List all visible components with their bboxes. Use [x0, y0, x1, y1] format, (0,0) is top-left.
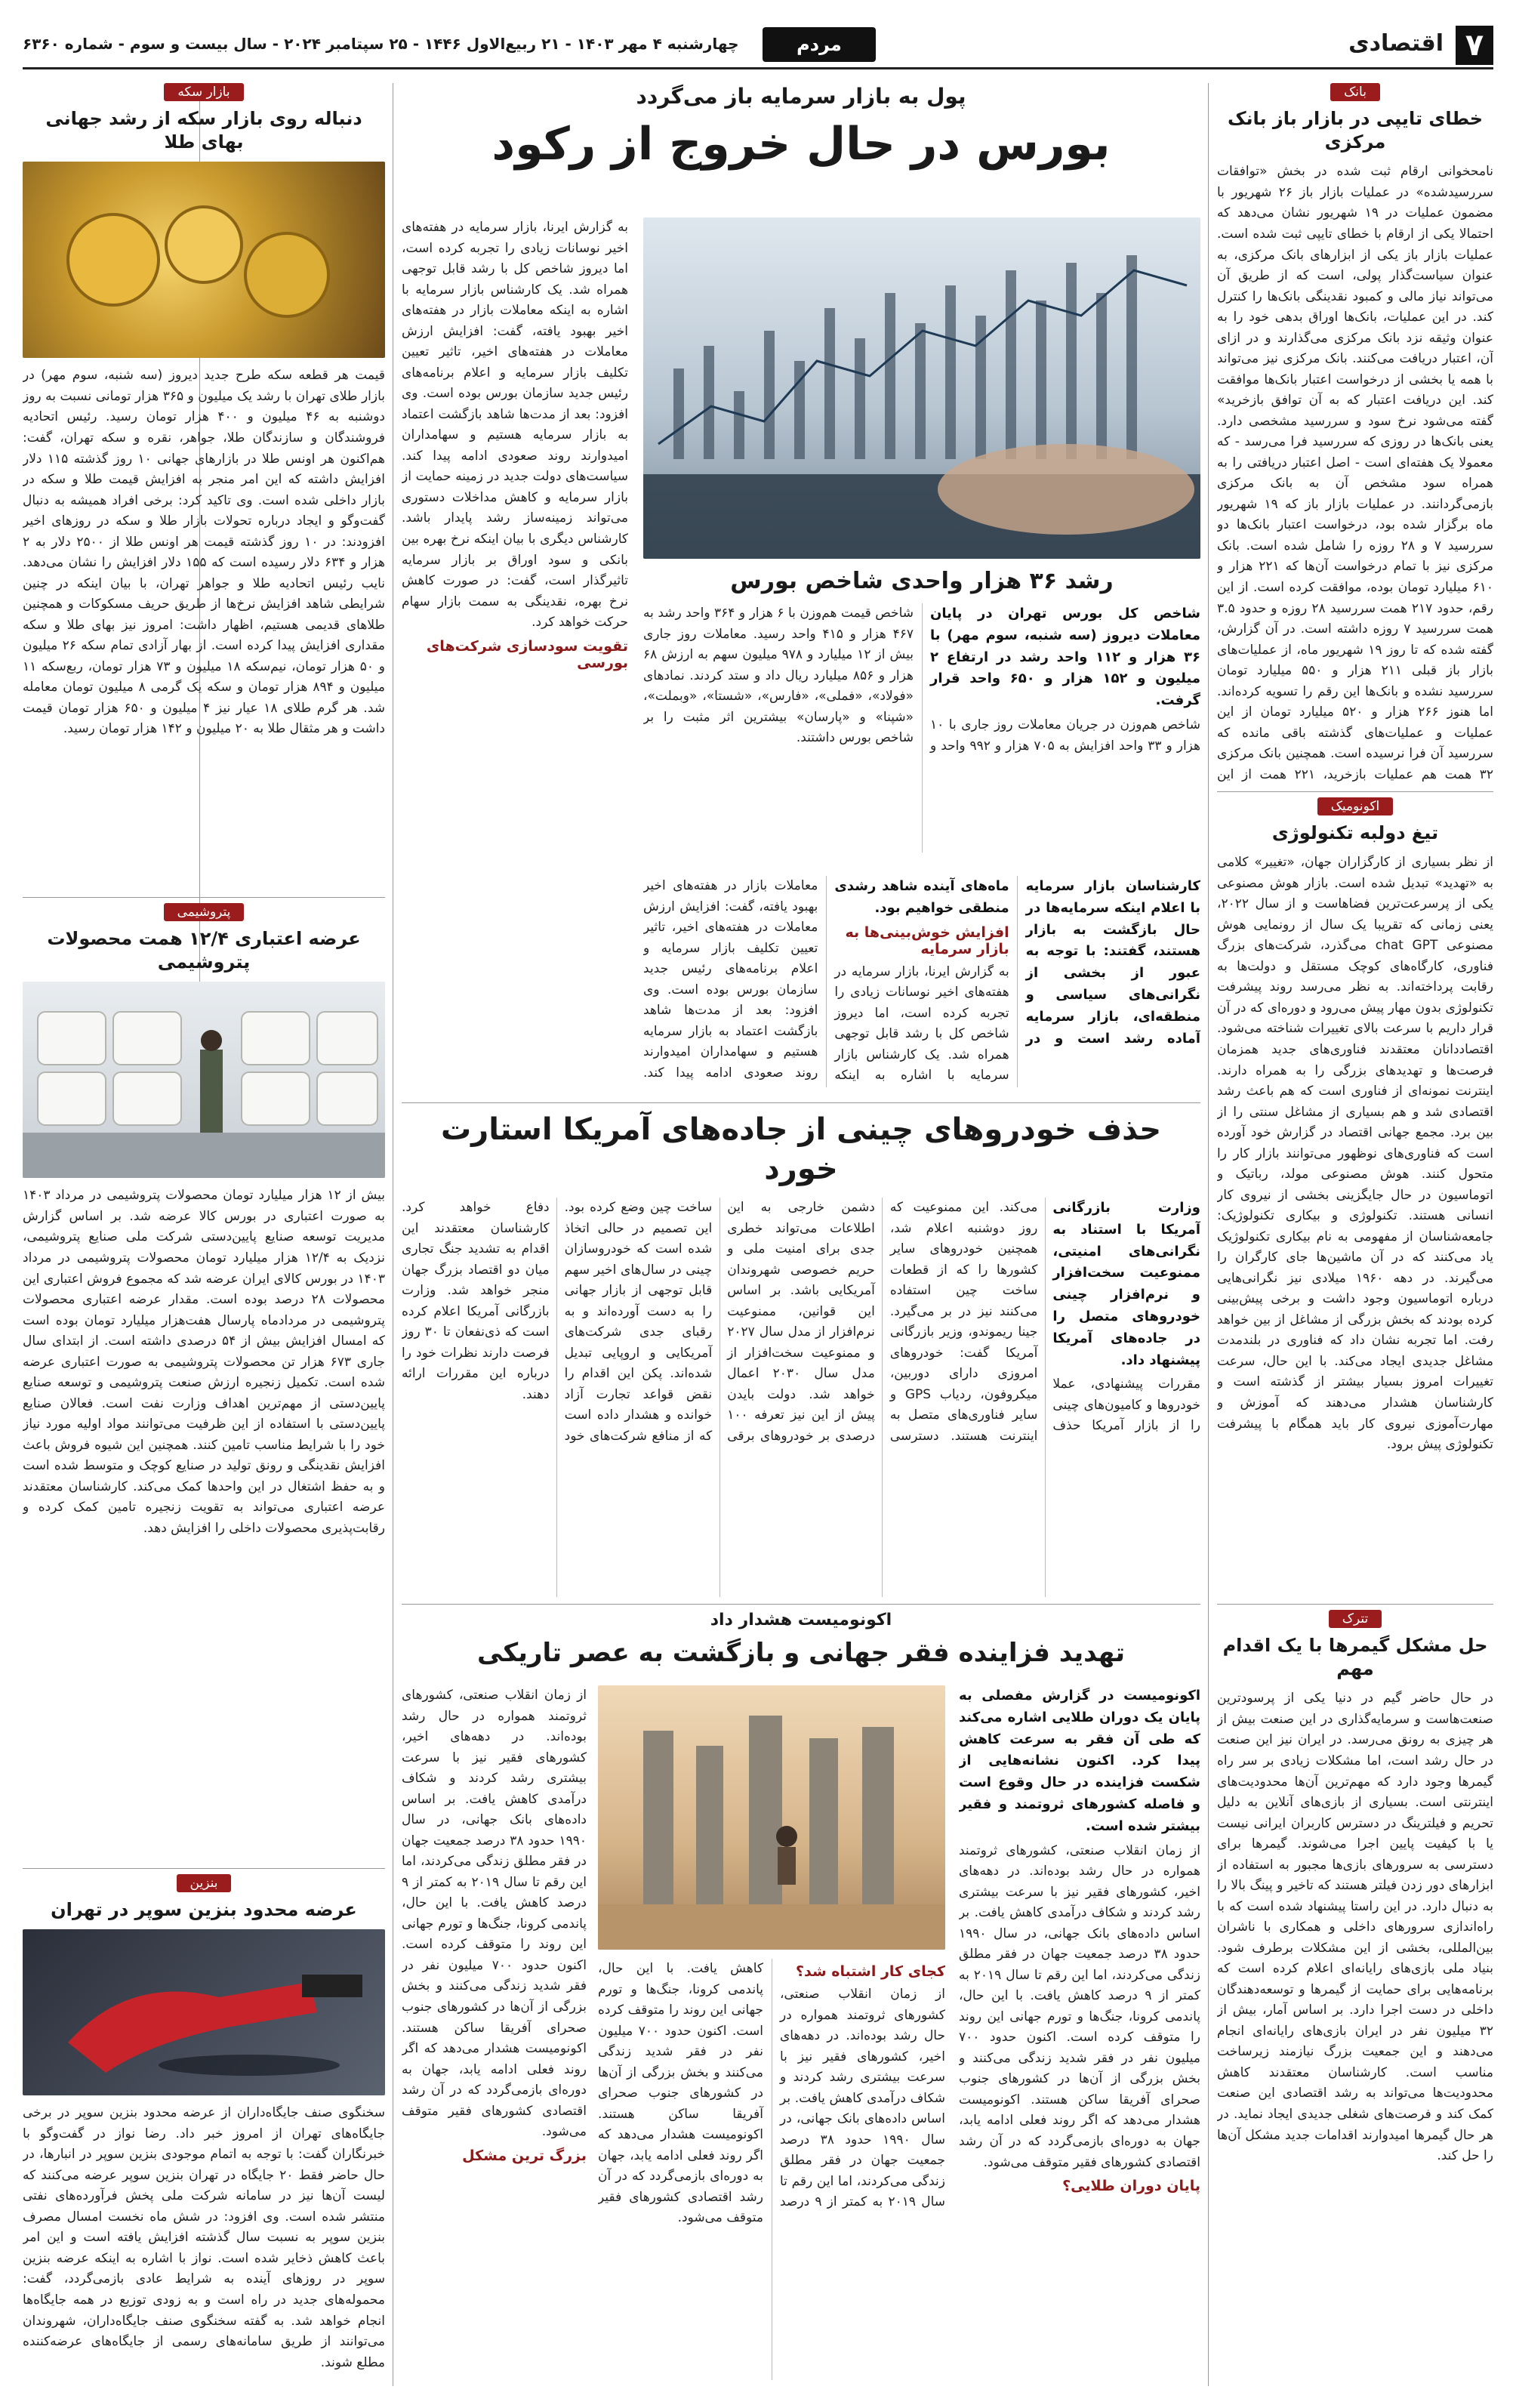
petro-article: [23, 903, 385, 1862]
concrete-pillars-photo: [598, 1685, 945, 1950]
cars-lead: وزارت بازرگانی آمریکا با استناد به نگرانی‌های امنیتی، ممنوعیت سخت‌افزار و نرم‌افزار چینی خودروهای متصل را در جاده‌های آمریکا پیشنهاد داد.: [1052, 1200, 1200, 1368]
petrol-body: سخنگوی صنف جایگاه‌داران از عرضه محدود بنزین سوپر در برخی جایگاه‌های تهران از امروز خبر داد. رضا نواز در گفت‌وگو با خبرنگاران گفت: با توجه به اتمام موجودی بنزین سوپر در انبارها، در حال حاضر فقط ۲۰ جایگاه در تهران بنزین سوپر عرضه می‌کنند که لیست آن‌ها نیز در سامانه شرکت ملی پخش فرآورده‌های نفتی منتشر شده است. وی افزود: در شش ماه نخست امسال مصرف بنزین سوپر به نسبت سال گذشته افزایش یافته است و این امر باعث کاهش ذخایر شده است. نواز با اشاره به اینکه عرضه بنزین سوپر در روزهای آینده به شرایط عادی بازمی‌گردد، گفت: محموله‌های جدید در راه است و به زودی توزیع در همه جایگاه‌ها انجام خواهد شد. به گفته سخنگوی صنف جایگاه‌داران، شهروندان می‌توانند از طریق سامانه‌های رسمی از جایگاه‌های عرضه‌کننده مطلع شوند.: [23, 2105, 385, 2370]
poverty-body-continued: از زمان انقلاب صنعتی، کشورهای ثروتمند همواره در حال رشد بوده‌اند. در دهه‌های اخیر، کشورهای فقیر نیز با سرعت بیشتری رشد کردند و شکاف درآمدی کاهش یافت. بر اساس داده‌های بانک جهانی، در سال ۱۹۹۰ حدود ۳۸ درصد جمعیت جهان در فقر مطلق زندگی می‌کردند، اما این رقم تا سال ۲۰۱۹ به کمتر از ۹ درصد کاهش یافت. با این حال، پاندمی کرونا، جنگ‌ها و تورم جهانی این روند را متوقف کرده است. اکنون حدود ۷۰۰ میلیون نفر در فقر شدید زندگی می‌کنند و بخش بزرگی از آن‌ها در کشورهای جنوب صحرای آفریقا ساکن هستند. اکونومیست هشدار می‌دهد که اگر روند فعلی ادامه یابد، جهان به دوره‌ای بازمی‌گردد که در آن رشد اقتصادی کشورهای فقیر متوقف می‌شود.: [402, 1688, 587, 2140]
poverty-kicker: اکونومیست هشدار داد: [710, 1611, 892, 1629]
tech-tag: اکونومیک: [1317, 797, 1394, 816]
poverty-bottom-columns: [598, 1959, 945, 2380]
page-number: ۷: [1456, 26, 1493, 65]
divider: [23, 897, 385, 898]
gold-article: [23, 83, 385, 891]
fuel-nozzle-illustration: [23, 1929, 385, 2095]
divider: [402, 1604, 1200, 1605]
gold-coin-photo: [23, 162, 385, 358]
poverty-body: از زمان انقلاب صنعتی، کشورهای ثروتمند همواره در حال رشد بوده‌اند. در دهه‌های اخیر، کشورهای فقیر نیز با سرعت بیشتری رشد کردند و شکاف درآمدی کاهش یافت. بر اساس داده‌های بانک جهانی، در سال ۱۹۹۰ حدود ۳۸ درصد جمعیت جهان در فقر مطلق زندگی می‌کردند، اما این رقم تا سال ۲۰۱۹ به کمتر از ۹ درصد کاهش یافت. با این حال، پاندمی کرونا، جنگ‌ها و تورم جهانی این روند را متوقف کرده است. اکنون حدود ۷۰۰ میلیون نفر در فقر شدید زندگی می‌کنند و بخش بزرگی از آن‌ها در کشورهای جنوب صحرای آفریقا ساکن هستند. اکونومیست هشدار می‌دهد که اگر روند فعلی ادامه یابد، جهان به دوره‌ای بازمی‌گردد که در آن رشد اقتصادی کشورهای فقیر متوقف می‌شود.: [959, 1842, 1200, 2170]
bourse-caption-body: شاخص هم‌وزن در جریان معاملات روز جاری با ۱۰ هزار و ۳۳ واحد افزایش به ۷۰۵ هزار و ۹۹۲ واحد و شاخص قیمت هم‌وزن با ۶ هزار و ۳۶۴ واحد رشد به ۴۶۷ هزار و ۴۱۵ واحد رسید. معاملات روز جاری بیش از ۱۲ میلیارد و ۹۷۸ میلیون سهم به ارزش ۶۸ هزار و ۸۵۶ میلیارد ریال داد و ستد کردند. نمادهای «فولاد»، «فملی»، «فارس»، «شستا»، «وبملت»، «شپنا» و «پارسان» بیشترین اثر مثبت را بر شاخص بورس داشتند.: [643, 606, 1200, 754]
gold-coins-illustration: [23, 162, 385, 358]
cars-headline: حذف خودروهای چینی از جاده‌های آمریکا استارت خورد: [440, 1112, 1162, 1186]
gaming-article: [1217, 1610, 1493, 2388]
divider: [23, 1868, 385, 1869]
dateline: چهارشنبه ۴ مهر ۱۴۰۳ - ۲۱ ربیع‌الاول ۱۴۴۶ - ۲۵ سپتامبر ۲۰۲۴ - سال بیست و سوم - شماره ۶۳۶۰: [23, 35, 739, 53]
newspaper-logo: مردم سالاری: [763, 27, 876, 62]
gold-headline: دنباله روی بازار سکه از رشد جهانی بهای طلا: [45, 108, 362, 153]
poverty-subhead-2: کجای کار اشتباه شد؟: [796, 1963, 945, 1980]
bourse-headline: بورس در حال خروج از رکود: [491, 118, 1111, 171]
fuel-nozzle-photo: [23, 1929, 385, 2095]
bourse-left-column: [402, 217, 628, 1086]
poverty-subhead-1: پایان دوران طلایی؟: [1062, 2178, 1200, 2195]
bank-article: [1217, 83, 1493, 785]
poverty-right-column: [959, 1685, 1200, 2380]
bourse-caption-lead: شاخص کل بورس تهران در پایان معاملات دیروز (سه شنبه، سوم مهر) با ۳۶ هزار و ۱۱۲ واحد رشد در ارتفاع ۲ میلیون و ۱۵۲ هزار و ۶۵۰ واحد قرار گرفت.: [930, 606, 1200, 709]
bourse-subhead-2: تقویت سودسازی شرکت‌های بورسی: [426, 637, 628, 671]
bourse-subhead-1: افزایش خوش‌بینی‌ها به بازار سرمایه: [845, 923, 1009, 957]
gold-tag: بازار سکه: [164, 83, 243, 101]
gold-body: قیمت هر قطعه سکه طرح جدید دیروز (سه شنبه، سوم مهر) در بازار طلای تهران با رشد یک میلیون و ۳۶۵ هزار تومانی نسبت به روز دوشنبه به ۴۶ میلیون و ۴۰۰ هزار تومان رسید. رئیس اتحادیه فروشندگان و سازندگان طلا، جواهر، نقره و سکه تهران، گفت: هم‌اکنون هر اونس طلا در بازارهای جهانی ۱۰ روز گذشته ۱۱۵ دلار افزایش داشته که این امر منجر به افزایش قیمت طلا و سکه در بازار داخلی شده است. وی تاکید کرد: برخی افراد همیشه به دنبال گفت‌وگو و ایجاد درباره تحولات بازار طلا و سکه در روزهای اخیر افزودند: در ۱۰ روز گذشته قیمت هر اونس طلا از ۲۵۰۰ دلار به ۲ هزار و ۶۳۴ دلار رسیده است که ۱۵۵ دلار افزایش را نشان می‌دهد. نایب رئیس اتحادیه طلا و جواهر تهران، با بیان اینکه در چنین شرایطی شاهد افزایش نرخ‌ها از طریق حریف مسکوکات و همچنین طلاهای قدیمی هستیم، اظهار داشت: امروز نیز بهای طلا و سکه مقداری افزایش پیدا کرده است. از بهار آزادی تمام سکه ۲۶ میلیون و ۵۰ هزار تومان، نیم‌سکه ۱۸ میلیون و ۷۳ هزار تومان، ربع‌سکه ۱۱ میلیون و ۸۹۴ هزار تومان و سکه یک گرمی ۸ میلیون تومان معامله شد. هر گرم طلای ۱۸ عیار نیز ۴ میلیون و ۶۵۰ هزار تومان قیمت داشت و هر مثقال طلا به ۲۰ میلیون و ۱۴۲ هزار تومان رسید.: [23, 368, 385, 737]
poverty-subhead-3: بزرگ ترین مشکل: [462, 2147, 587, 2164]
poverty-photo: [598, 1685, 945, 1950]
gaming-tag: تترک: [1329, 1610, 1382, 1628]
cars-body: مقررات پیشنهادی، عملا خودروها و کامیون‌های چینی را از بازار آمریکا حذف می‌کند. این ممنوعیت که روز دوشنبه اعلام شد، همچنین خودروهای سایر کشورها را که از قطعات ساخت چین استفاده می‌کنند نیز در بر می‌گیرد. جینا ریموندو، وزیر بازرگانی آمریکا گفت: خودروهای امروزی دارای دوربین، میکروفون، ردیاب GPS و سایر فناوری‌های متصل به اینترنت هستند. دسترسی دشمن خارجی به این اطلاعات می‌تواند خطری جدی برای امنیت ملی و حریم خصوصی شهروندان آمریکایی باشد. بر اساس این قوانین، ممنوعیت نرم‌افزار از مدل سال ۲۰۲۷ و ممنوعیت سخت‌افزار از مدل سال ۲۰۳۰ اعمال خواهد شد. دولت بایدن پیش از این نیز تعرفه ۱۰۰ درصدی بر خودروهای برقی ساخت چین وضع کرده بود. این تصمیم در حالی اتخاذ شده است که خودروسازان چینی در سال‌های اخیر سهم قابل توجهی از بازار جهانی را به دست آورده‌اند و به رقبای جدی شرکت‌های آمریکایی و اروپایی تبدیل شده‌اند. پکن این اقدام را نقض قواعد تجارت آزاد خوانده و هشدار داده است که از منافع شرکت‌های خود دفاع خواهد کرد. کارشناسان معتقدند این اقدام به تشدید جنگ تجاری میان دو اقتصاد بزرگ جهان منجر خواهد شد. وزارت بازرگانی آمریکا اعلام کرده است که ذی‌نفعان تا ۳۰ روز فرصت دارند نظرات خود را درباره این مقررات ارائه دهند.: [402, 1200, 1200, 1444]
petro-body: بیش از ۱۲ هزار میلیارد تومان محصولات پتروشیمی در مرداد ۱۴۰۳ به صورت اعتباری در بورس کالا عرضه شد. بر اساس گزارش مدیریت توسعه صنایع پایین‌دستی شرکت ملی صنایع پتروشیمی، نزدیک به ۱۲/۴ هزار میلیارد تومان محصولات پتروشیمی در مرداد ۱۴۰۳ در بورس کالای ایران عرضه شد که مجموع فروش اعتباری این محصولات ۲۸ درصد بوده است. مقدار عرضه اعتباری محصولات پتروشیمی در مردادماه پارسال هفت‌هزار میلیارد تومان بوده است که امسال افزایش بیش از ۵۴ درصدی داشته است. از ابتدای سال جاری ۶۷۳ هزار تن محصولات پتروشیمی به صورت اعتباری عرضه شده است. تکمیل زنجیره ارزش صنعت پتروشیمی و توسعه صنایع پایین‌دستی از مهم‌ترین اهداف وزارت نفت است. فعالان صنایع پایین‌دستی با استفاده از این ظرفیت می‌توانند مواد اولیه مورد نیاز خود را با شرایط مناسب تامین کنند. همچنین این شیوه فروش باعث افزایش نقدینگی و رونق تولید در صنایع کوچک و متوسط شده است و به حفظ اشتغال در این واحدها کمک می‌کند. کارشناسان معتقدند عرضه اعتباری می‌تواند به تقویت زنجیره تامین کمک کرده و رقابت‌پذیری محصولات داخلی را افزایش دهد.: [23, 1188, 385, 1536]
petro-warehouse-photo: [23, 982, 385, 1178]
bank-body: نامحخوانی ارقام ثبت شده در بخش «توافقات سررسیدشده» در عملیات بازار باز ۲۶ شهریور با مضمون عملیات در ۱۹ شهریور نشان می‌دهد که احتمالا یکی از ارقام با خطای تایپی ثبت شده است. عملیات بازار باز یکی از ابزارهای بانک مرکزی، به عنوان سیاست‌گذار پولی، است که از طریق آن می‌تواند نیاز مالی و کمبود نقدینگی بانک‌ها را کنترل کند. در این عملیات، بانک‌ها اوراق بدهی خود را به عنوان وثیقه نزد بانک مرکزی می‌گذارند و در ازای آن، اعتبار دریافت می‌کنند. بانک مرکزی نیز می‌تواند با همه یا بخشی از درخواست اعتبار بانک‌ها موافقت کند. این دریافت اعتبار که به آن توافق بازخرید» گفته می‌شود نرخ سود و سررسید مشخصی دارد. یعنی بانک‌ها در روزی که سررسید فرا می‌رسد - که معمولا یک هفته‌ای است - اصل اعتبار دریافتی را به همراه سود مشخص آن به بانک مرکزی بازمی‌گردانند. در عملیات بازار باز که ۱۹ شهریور ماه برگزار شده بود، درخواست اعتبار بانک‌ها دو سررسید ۷ و ۲۸ روزه را شامل شده است. بانک مرکزی نیز با تمام درخواست آن‌ها که ۲۲۱ هزار و ۶۱۰ میلیارد تومان بوده، موافقت کرده است. از این رقم، حدود ۲۱۷ همت سررسید ۲۸ روزه و حدود ۳.۵ همت سررسید ۷ روزه داشته است. در آن گزارش، گفته شده که تا روز ۱۹ شهریور ماه، از عملیات‌های بازار باز قبلی ۲۱۱ هزار و ۵۵۰ میلیارد تومان سررسید نشده و بانک‌ها این رقم را تسویه کرده‌اند. اما هنوز ۲۶۶ هزار و ۵۲۰ میلیارد تومان از این عملیات و عملیات‌های گذشته باقی مانده که سررسید آن فرا نرسیده است. همچنین بانک مرکزی ۳۲ همت هم عملیات بازخرید، ۲۲۱ همت از این: [1217, 164, 1493, 782]
column-divider-right: [1208, 83, 1209, 2386]
tech-article: [1217, 797, 1493, 1598]
poverty-article: [402, 1610, 1200, 2388]
bourse-caption-title: رشد ۳۶ هزار واحدی شاخص بورس: [730, 568, 1114, 594]
poverty-lead: اکونومیست در گزارش مفصلی به پایان یک دوران طلایی اشاره می‌کند که طی آن فقر به سرعت کاهش پیدا کرد. اکنون نشانه‌هایی از شکست فزاینده در حال وقوع است و فاصله کشورهای ثروتمند و فقیر بیشتر شده است.: [959, 1688, 1200, 1834]
petro-tag: پتروشیمی: [164, 903, 245, 921]
petrol-tag: بنزین: [177, 1874, 232, 1892]
tech-body: از نظر بسیاری از کارگزاران جهان، «تغییر» کلامی به «تهدید» تبدیل شده است. بازار هوش مصنوعی یکی از پرسرعت‌ترین فضاهاست و از سال ۲۰۲۲، یعنی زمانی که تقریبا یک سال از رونمایی هوش مصنوعی chat GPT می‌گذرد، شرکت‌های بزرگ فناوری، کارگاه‌های کوچک مستقل و دولت‌ها به رقابت پرداخته‌اند. به نظر می‌رسد روند پیشرفت تکنولوژی بدون مهار پیش می‌رود و دوره‌ای که در آن قرار داریم با سرعت بالای تغییرات شناخته می‌شود. اقتصاددانان معتقدند فناوری‌های جدید همزمان فرصت‌ها و تهدیدهای بزرگی را به همراه دارند. اینترنت نمونه‌ای از فناوری است که هم باعث رشد اقتصادی شد و هم بسیاری از مشاغل سنتی را از بین برد. مجمع جهانی اقتصاد در گزارش خود آورده است که فناوری‌های نوظهور می‌توانند بازار کار را متحول کنند. هوش مصنوعی مولد، رباتیک و اتوماسیون در حال جایگزینی بخشی از نیروی کار انسانی هستند. تکنولوژی و بیکاری تکنولوژیک: جامعه‌شناسان از مفهومی به نام بیکاری تکنولوژیک یاد می‌کنند که در آن ماشین‌ها جای کارگران را می‌گیرند. در دهه ۱۹۶۰ میلادی نیز نگرانی‌هایی درباره اتوماسیون وجود داشت و برخی پیش‌بینی کرده بودند که بخش بزرگی از مشاغل از بین خواهد رفت. اما تجربه نشان داد که فناوری در بلندمدت مشاغل جدیدی ایجاد می‌کند. با این حال، سرعت تغییرات امروز بسیار بیشتر از گذشته است و کارشناسان هشدار می‌دهند که آموزش و مهارت‌آموزی نیروی کار باید همگام با پیشرفت تکنولوژی پیش برود.: [1217, 855, 1493, 1453]
section-title: اقتصادی: [1348, 30, 1444, 57]
divider: [402, 1102, 1200, 1103]
bourse-body: به گزارش ایرنا، بازار سرمایه در هفته‌های اخیر نوسانات زیادی را تجربه کرده است، اما دیروز شاخص کل با رشد قابل توجهی همراه شد. یک کارشناس بازار سرمایه با اشاره به اینکه معاملات بازار در هفته‌های اخیر بهبود یافته، گفت: افزایش ارزش معاملات در هفته‌های اخیر، تاثیر تعیین تکلیف بازار سرمایه و اعلام برنامه‌های رئیس جدید سازمان بورس بوده است. وی افزود: بعد از مدت‌ها شاهد بازگشت اعتماد به بازار سرمایه هستیم و سهامداران امیدوارند روند صعودی ادامه پیدا کند. سیاست‌های دولت جدید در زمینه حمایت از بازار سرمایه و کاهش مداخلات دستوری می‌تواند زمینه‌ساز رشد پایدار باشد. کارشناس دیگری با بیان اینکه نرخ بهره بین بانکی و سود اوراق بر بازار سرمایه تاثیرگذار است، گفت: در صورت کاهش نرخ بهره، نقدینگی به سمت بازار سهام حرکت خواهد کرد.: [402, 220, 628, 631]
bank-tag: بانک: [1330, 83, 1380, 101]
bourse-lead: کارشناسان بازار سرمایه با اعلام اینکه سرمایه‌ها در حال بازگشت به بازار هستند، گفتند: با توجه به عبور از بخشی از نگرانی‌های سیاسی و منطقه‌ای، بازار سرمایه آماده رشد است و در ماه‌های آینده شاهد رشدی منطقی خواهیم بود.: [834, 878, 1200, 1047]
gaming-headline: حل مشکل گیمرها با یک اقدام مهم: [1222, 1635, 1488, 1680]
bourse-caption-box: [643, 566, 1200, 868]
poverty-body-bottom: از زمان انقلاب صنعتی، کشورهای ثروتمند همواره در حال رشد بوده‌اند. در دهه‌های اخیر، کشورهای فقیر نیز با سرعت بیشتری رشد کردند و شکاف درآمدی کاهش یافت. بر اساس داده‌های بانک جهانی، در سال ۱۹۹۰ حدود ۳۸ درصد جمعیت جهان در فقر مطلق زندگی می‌کردند، اما این رقم تا سال ۲۰۱۹ به کمتر از ۹ درصد کاهش یافت. با این حال، پاندمی کرونا، جنگ‌ها و تورم جهانی این روند را متوقف کرده است. اکنون حدود ۷۰۰ میلیون نفر در فقر شدید زندگی می‌کنند و بخش بزرگی از آن‌ها در کشورهای جنوب صحرای آفریقا ساکن هستند. اکونومیست هشدار می‌دهد که اگر روند فعلی ادامه یابد، جهان به دوره‌ای بازمی‌گردد که در آن رشد اقتصادی کشورهای فقیر متوقف می‌شود.: [598, 1961, 945, 2226]
stock-chart-photo: [643, 217, 1200, 559]
bourse-article: [402, 83, 1200, 1095]
poverty-headline: تهدید فزاینده فقر جهانی و بازگشت به عصر تاریکی: [476, 1637, 1126, 1668]
divider: [1217, 1604, 1493, 1605]
gaming-body: در حال حاضر گیم در دنیا یکی از پرسودترین صنعت‌هاست و سرمایه‌گذاری در این صنعت بیش از هر چیزی به رونق می‌رسد. در ایران نیز این صنعت در حال رشد است، اما مشکلات زیادی بر سر راه گیمرها وجود دارد که مهم‌ترین آن‌ها محدودیت‌های اینترنتی است. بسیاری از بازی‌های آنلاین به دلیل تحریم و فیلترینگ در دسترس کاربران ایرانی نیست یا با کیفیت پایین اجرا می‌شوند. گیمرها برای دسترسی به سرورهای بازی‌ها مجبور به استفاده از ابزارهای دور زدن فیلتر هستند که تاخیر و پینگ بالا را به دنبال دارد. در این راستا پیشنهاد شده است که با راه‌اندازی سرورهای داخلی و همکاری با ناشران بین‌المللی، بخشی از این مشکلات برطرف شود. بنیاد ملی بازی‌های رایانه‌ای اعلام کرده است که برنامه‌هایی برای حمایت از گیمرها و توسعه‌دهندگان داخلی در دست اجرا دارد. بر اساس آمار، بیش از ۳۲ میلیون نفر در ایران بازی‌های رایانه‌ای انجام می‌دهند و این جمعیت بزرگ نیازمند زیرساخت مناسب است. کارشناسان معتقدند کاهش محدودیت‌ها می‌تواند به رشد اقتصادی این صنعت کمک کند و فرصت‌های شغلی جدیدی ایجاد نماید. در هر حال گیمرها امیدوارند اقدامات جدید مشکل آن‌ها را حل کند.: [1217, 1691, 1493, 2164]
bourse-kicker: پول به بازار سرمایه باز می‌گردد: [636, 84, 966, 109]
petrol-headline: عرضه محدود بنزین سوپر در تهران: [51, 1899, 357, 1920]
tech-headline: تیغ دولبه تکنولوژی: [1271, 822, 1439, 843]
bank-headline: خطای تایپی در بازار باز بانک مرکزی: [1227, 108, 1484, 153]
petrol-article: [23, 1874, 385, 2388]
bourse-body-continued: به گزارش ایرنا، بازار سرمایه در هفته‌های اخیر نوسانات زیادی را تجربه کرده است، اما دیروز شاخص کل با رشد قابل توجهی همراه شد. یک کارشناس بازار سرمایه با اشاره به اینکه معاملات بازار در هفته‌های اخیر بهبود یافته، گفت: افزایش ارزش معاملات در هفته‌های اخیر، تاثیر تعیین تکلیف بازار سرمایه و اعلام برنامه‌های رئیس جدید سازمان بورس بوده است. وی افزود: بعد از مدت‌ها شاهد بازگشت اعتماد به بازار سرمایه هستیم و سهامداران امیدوارند روند صعودی ادامه پیدا کند.: [643, 878, 1009, 1084]
bourse-bottom-columns: [643, 876, 1200, 1087]
masthead: [23, 23, 1493, 90]
sacks-illustration: [23, 982, 385, 1178]
poverty-left-column: [402, 1685, 587, 2380]
petro-headline: عرضه اعتباری ۱۲/۴ همت محصولات پتروشیمی: [47, 928, 361, 973]
divider: [1217, 791, 1493, 792]
cars-article: [402, 1110, 1200, 1597]
bourse-photo: [643, 217, 1200, 559]
